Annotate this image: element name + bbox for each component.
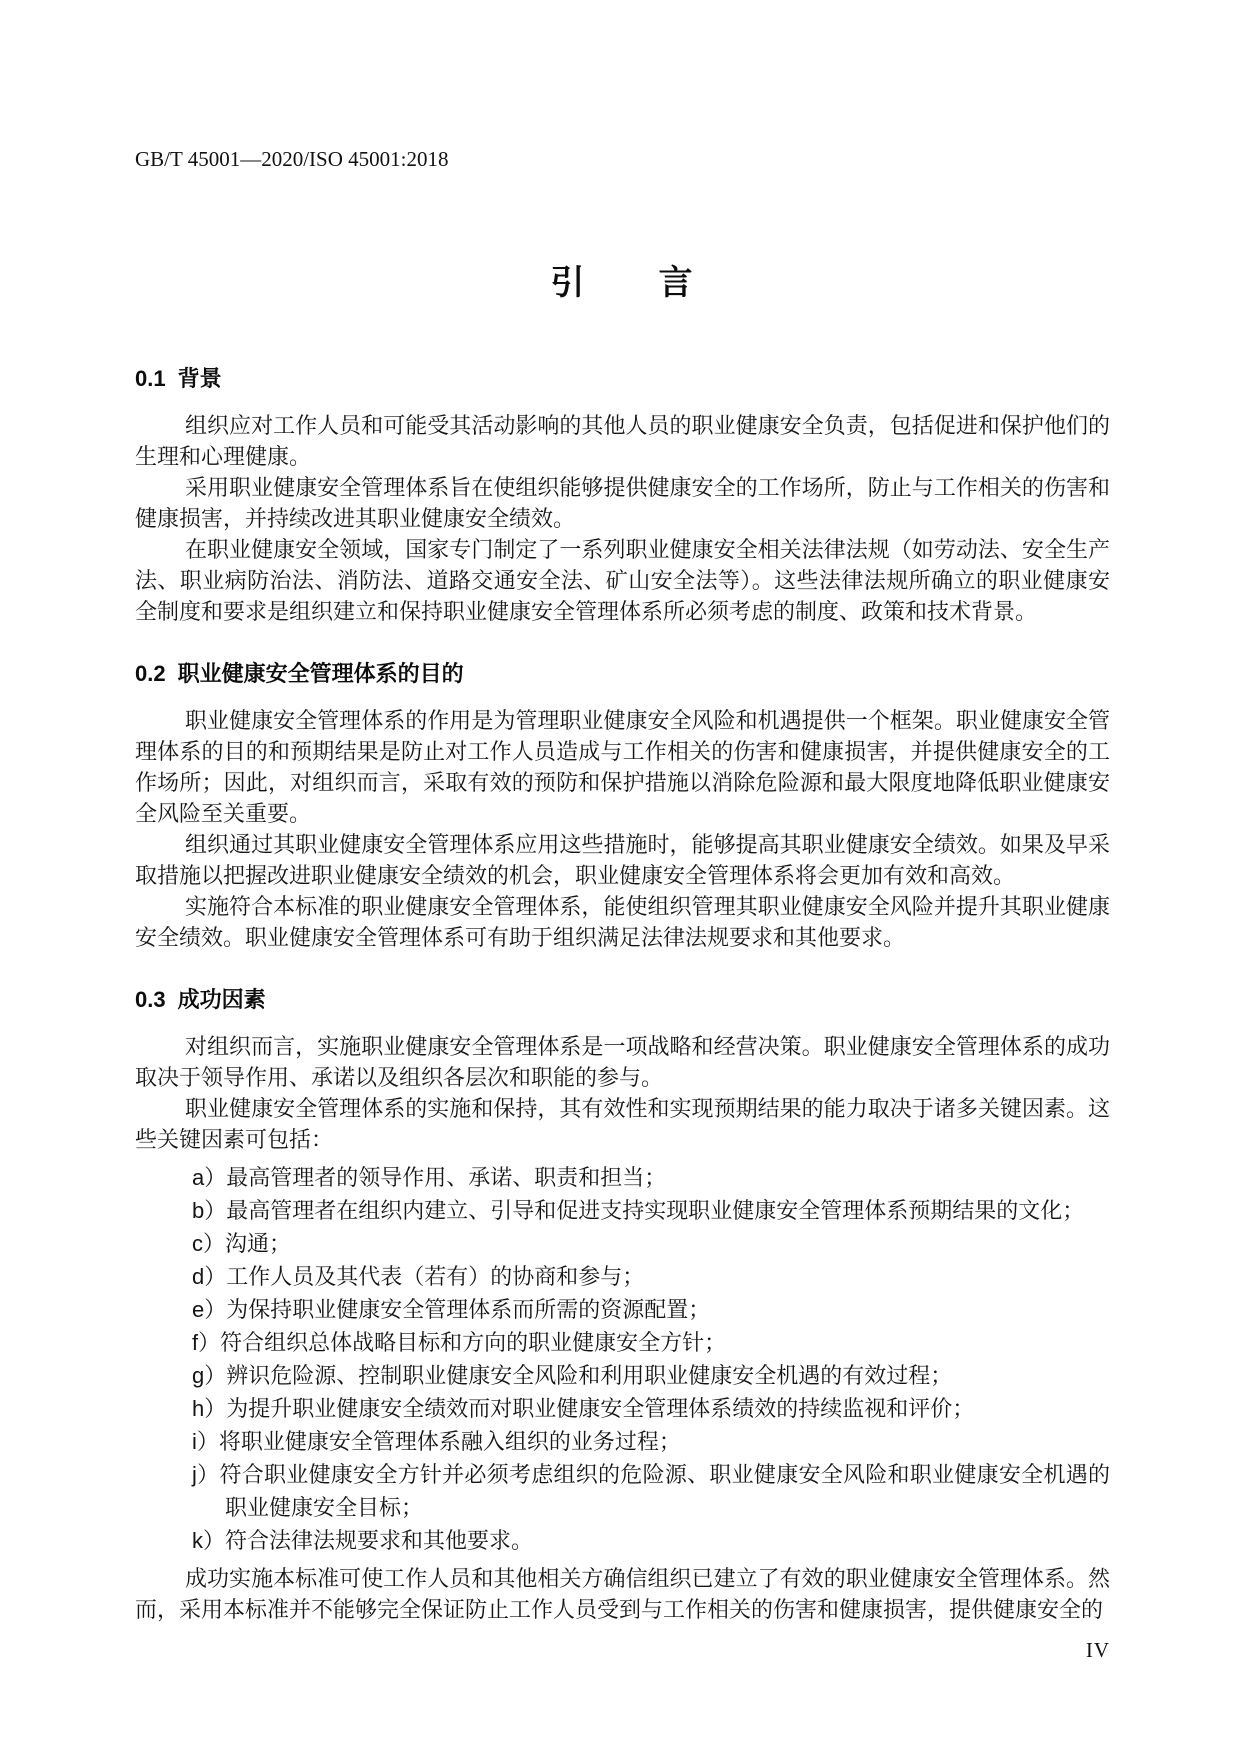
section-heading-0-1 [135,364,1110,394]
paragraph: 在职业健康安全领域，国家专门制定了一系列职业健康安全相关法律法规（如劳动法、安全生产法、职业病防治法、消防法、道路交通安全法、矿山安全法等）。这些法律法规所确立的职业健康安全制度和要求是组织建立和保持职业健康安全管理体系所必须考虑的制度、政策和技术背景。 [135,537,1110,624]
list-item-text: 将职业健康安全管理体系融入组织的业务过程； [218,1429,681,1454]
list-item-text: 为保持职业健康安全管理体系而所需的资源配置； [226,1297,711,1322]
section-number: 0.2 [135,661,166,686]
paragraph: 实施符合本标准的职业健康安全管理体系，能使组织管理其职业健康安全风险并提升其职业健康安全绩效。职业健康安全管理体系可有助于组织满足法律法规要求和其他要求。 [135,894,1110,950]
paragraph: 组织应对工作人员和可能受其活动影响的其他人员的职业健康安全负责，包括促进和保护他们的生理和心理健康。 [135,413,1110,469]
paragraph: 职业健康安全管理体系的实施和保持，其有效性和实现预期结果的能力取决于诸多关键因素。这些关键因素可包括： [135,1096,1110,1152]
list-item-text: 沟通； [225,1231,292,1256]
paragraph: 采用职业健康安全管理体系旨在使组织能够提供健康安全的工作场所，防止与工作相关的伤害和健康损害，并持续改进其职业健康安全绩效。 [135,475,1110,531]
list-item-text: 最高管理者的领导作用、承诺、职责和担当； [226,1165,667,1190]
list-item-text: 符合组织总体战略目标和方向的职业健康安全方针； [220,1330,727,1355]
section-title: 成功因素 [177,987,266,1012]
list-item-text: 符合职业健康安全方针并必须考虑组织的危险源、职业健康安全风险和职业健康安全机遇的职业健康安全目标； [219,1462,1110,1520]
list-item [135,1161,1110,1194]
list-marker: a） [192,1165,227,1190]
list-item-text: 工作人员及其代表（若有）的协商和参与； [226,1264,645,1289]
paragraph: 成功实施本标准可使工作人员和其他相关方确信组织已建立了有效的职业健康安全管理体系。然而，采用本标准并不能够完全保证防止工作人员受到与工作相关的伤害和健康损害，提供健康安全的 [135,1566,1110,1622]
list-marker: f） [192,1330,221,1355]
paragraph: 职业健康安全管理体系的作用是为管理职业健康安全风险和机遇提供一个框架。职业健康安全管理体系的目的和预期结果是防止对工作人员造成与工作相关的伤害和健康损害，并提供健康安全的工作场所；因此，对组织而言，采取有效的预防和保护措施以消除危险源和最大限度地降低职业健康安全风险至关重要。 [135,708,1110,826]
page-number: IV [1085,1638,1110,1662]
standard-number-header: GB/T 45001—2020/ISO 45001:2018 [135,147,449,171]
section-number: 0.1 [135,366,166,391]
list-marker: i） [192,1429,219,1454]
section-title: 职业健康安全管理体系的目的 [177,661,464,686]
list-marker: j） [192,1462,220,1487]
section-success-factors [135,985,1110,1625]
list-marker: b） [192,1198,227,1223]
list-item-text: 最高管理者在组织内建立、引导和促进支持实现职业健康安全管理体系预期结果的文化； [226,1198,1085,1223]
section-number: 0.3 [135,987,166,1012]
list-item-text: 符合法律法规要求和其他要求。 [225,1528,534,1553]
list-marker: e） [192,1297,227,1322]
list-item [135,1524,1110,1557]
list-marker: c） [192,1231,226,1256]
section-title: 背景 [177,366,222,391]
list-marker: h） [192,1396,227,1421]
list-item [135,1293,1110,1326]
section-heading-0-3 [135,985,1110,1015]
list-item [135,1194,1110,1227]
section-heading-0-2 [135,659,1110,689]
list-item-text: 为提升职业健康安全绩效而对职业健康安全管理体系绩效的持续监视和评价； [226,1396,975,1421]
list-item [135,1227,1110,1260]
paragraph: 对组织而言，实施职业健康安全管理体系是一项战略和经营决策。职业健康安全管理体系的成功取决于领导作用、承诺以及组织各层次和职能的参与。 [135,1034,1110,1090]
list-marker: g） [192,1363,227,1388]
list-item [135,1260,1110,1293]
list-marker: k） [192,1528,226,1553]
list-item-text: 辨识危险源、控制职业健康安全风险和利用职业健康安全机遇的有效过程； [226,1363,953,1388]
list-marker: d） [192,1264,227,1289]
document-title: 引 言 [550,264,695,302]
list-item [135,1425,1110,1458]
list-item [135,1392,1110,1425]
section-body [135,705,1110,953]
list-item [135,1326,1110,1359]
paragraph: 组织通过其职业健康安全管理体系应用这些措施时，能够提高其职业健康安全绩效。如果及早采取措施以把握改进职业健康安全绩效的机会，职业健康安全管理体系将会更加有效和高效。 [135,832,1110,888]
section-background [135,364,1110,627]
section-purpose [135,659,1110,953]
list-item [135,1359,1110,1392]
key-factors-list [135,1161,1110,1557]
list-item [135,1458,1110,1524]
section-body [135,410,1110,627]
section-body [135,1031,1110,1625]
